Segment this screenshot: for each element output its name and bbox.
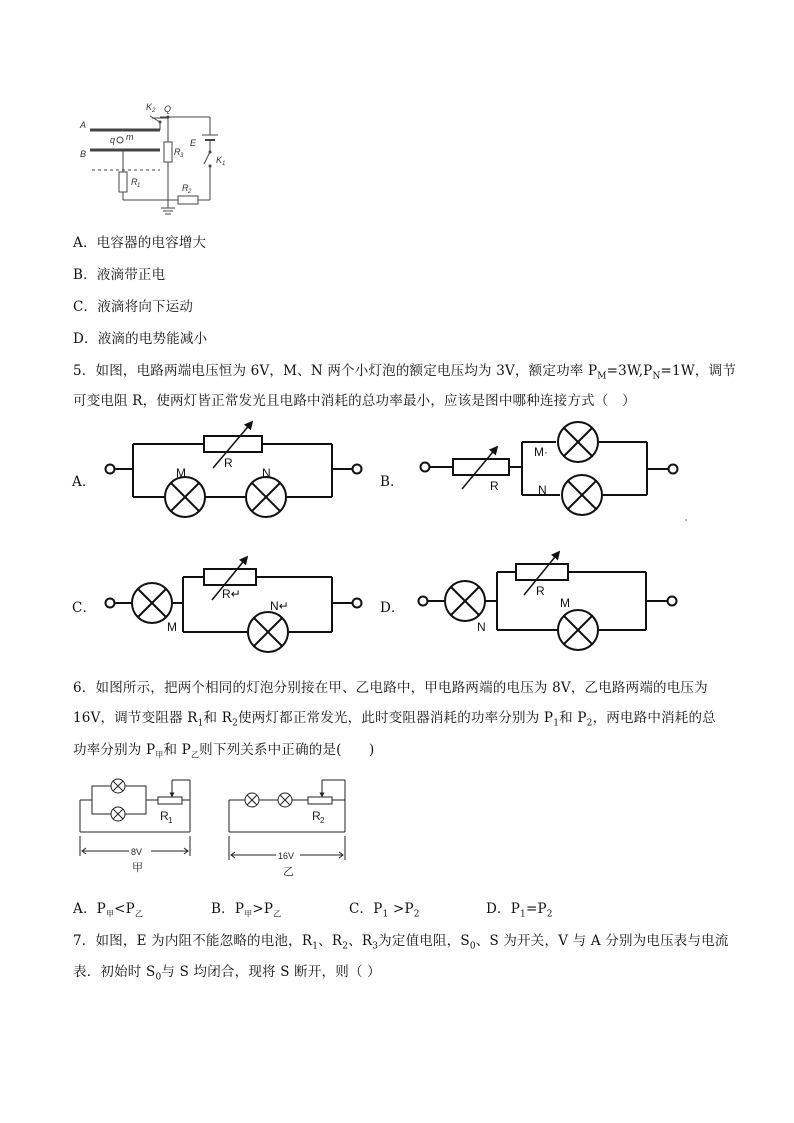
q7-line2: 表．初始时 $S_0$与 S 均闭合，现将 S 断开，则（ ） xyxy=(73,964,381,983)
circuit-jia xyxy=(80,779,190,856)
q5-line1: 5．如图，电路两端电压恒为 6V，M、N 两个小灯泡的额定电压均为 3V，额定功率 $P_M=3W,P_N=1W$，调节 xyxy=(73,363,737,382)
fig-r1: R xyxy=(160,809,169,823)
q6-option-d: D．$P_1=P_2$ xyxy=(486,901,553,920)
q6-line1: 6．如图所示，把两个相同的灯泡分别接在甲、乙电路中，甲电路两端的电压为 8V，乙电路两端的电压为 xyxy=(73,680,708,696)
label-e: E xyxy=(190,138,197,148)
option-4c: C．液滴将向下运动 xyxy=(73,299,194,315)
b-label-r: R xyxy=(490,479,499,493)
label-k2-sub: 2 xyxy=(152,108,156,114)
q6-option-c: C．$P_1 >P_2$ xyxy=(349,901,420,920)
fig-r2-sub: 2 xyxy=(320,816,325,825)
d-label-n: N xyxy=(477,620,486,634)
a-label-r: R xyxy=(224,456,233,470)
circuit-yi xyxy=(229,780,345,860)
option-4b: B．液滴带正电 xyxy=(73,267,166,283)
d-label-r: R xyxy=(536,584,545,598)
fig-r2: R xyxy=(312,809,321,823)
label-r2-sub: 2 xyxy=(188,189,192,195)
q5-line2: 可变电阻 R，使两灯皆正常发光且电路中消耗的总功率最小，应该是图中哪种连接方式（ ） xyxy=(73,393,636,409)
fig-8v: 8V xyxy=(131,847,143,857)
q6-option-b: B．$P_甲>P_乙$ xyxy=(211,901,282,919)
label-q-charge: q xyxy=(110,135,116,145)
c-label-n: N↵ xyxy=(270,599,289,613)
fig-yi: 乙 xyxy=(283,866,294,878)
q6-line3: 功率分别为 $P_甲$和 $P_乙$则下列关系中正确的是( ) xyxy=(73,742,375,760)
option-4d: D．液滴的电势能减小 xyxy=(73,331,208,347)
c-label-m: M xyxy=(167,620,177,634)
b-label-m: M· xyxy=(534,445,548,459)
fig-16v: 16V xyxy=(278,851,295,861)
option-4a: A．电容器的电容增大 xyxy=(73,235,207,251)
label-r3-sub: 3 xyxy=(180,153,184,159)
label-k1-sub: 1 xyxy=(222,161,226,167)
q5-option-d: D． xyxy=(380,600,405,616)
label-a: A xyxy=(80,120,87,130)
d-label-m: M xyxy=(560,596,570,610)
c-label-r: R↵ xyxy=(222,587,241,601)
label-k1: K xyxy=(216,155,223,165)
label-r1: R xyxy=(131,177,138,187)
fig-r1-sub: 1 xyxy=(168,816,173,825)
q7-line1: 7．如图，E 为内阻不能忽略的电池，$R_1$、$R_2$、$R_3$为定值电阻，$S_0$、S 为开关，V 与 A 分别为电压表与电流 xyxy=(73,933,729,952)
q5-option-b: B． xyxy=(380,474,404,490)
label-k2: K xyxy=(146,102,153,112)
a-label-n: N xyxy=(262,466,271,480)
fig-jia: 甲 xyxy=(132,862,143,874)
label-b: B xyxy=(80,149,87,159)
label-r1-sub: 1 xyxy=(137,183,141,189)
label-q: Q xyxy=(164,104,172,114)
b-label-n: N xyxy=(538,483,547,497)
q6-option-a: A．$P_甲<P_乙$ xyxy=(73,901,144,919)
label-r2: R xyxy=(182,183,189,193)
a-label-m: M xyxy=(176,466,186,480)
q5-option-a: A． xyxy=(72,474,96,490)
q5-option-c: C． xyxy=(72,600,97,616)
label-r3: R xyxy=(174,147,181,157)
label-m: m xyxy=(126,132,134,142)
q6-line2: 16V，调节变阻器 $R_1$和 $R_2$使两灯都正常发光，此时变阻器消耗的功率分别为 $P_1$和 $P_2$，两电路中消耗的总 xyxy=(73,710,716,729)
